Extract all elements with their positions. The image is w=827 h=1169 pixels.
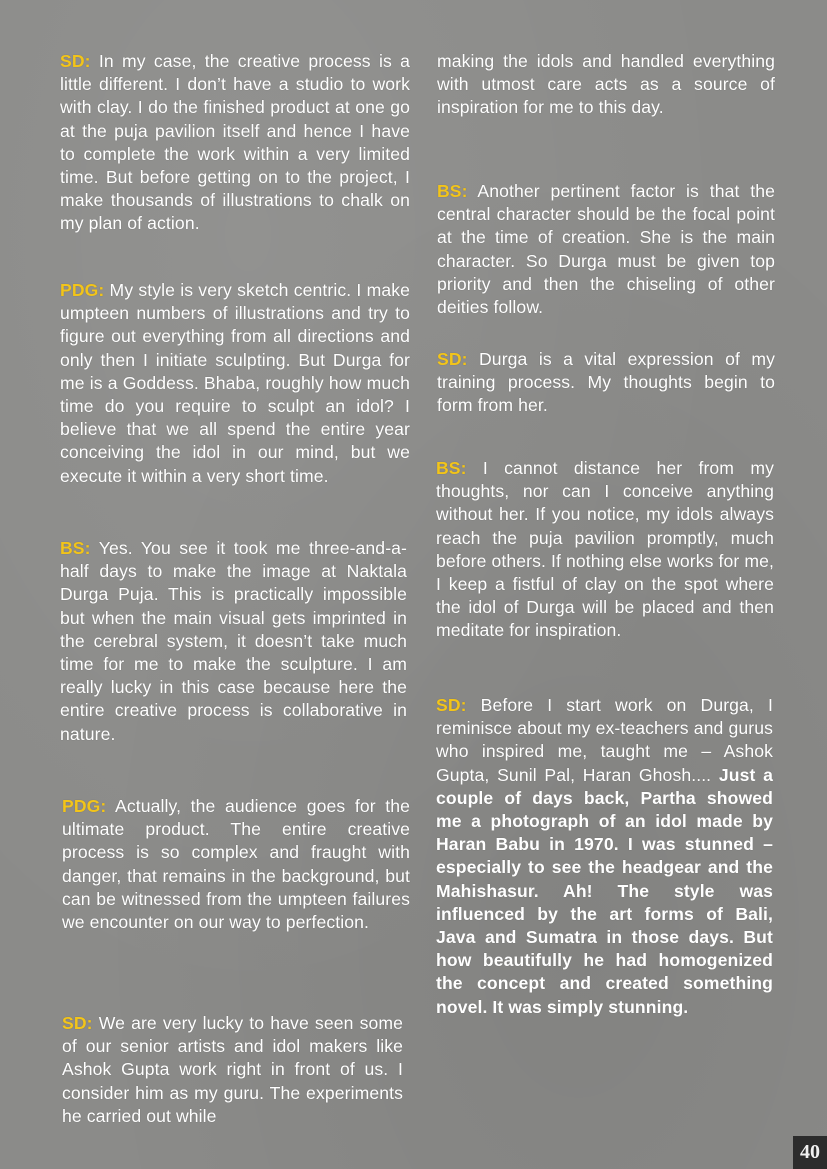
paragraph-text: In my case, the creative process is a little different. I don’t have a studio to work with clay. I do the finished product at one go at the puja pavilion itself and hence I have to complete the work within a very limited time. But before getting on to the project, I make thousands of illustrations to chalk on my plan of action. [60,51,410,234]
paragraph-text: Actually, the audience goes for the ultimate product. The entire creative process is so complex and fraught with danger, that remains in the background, but can be witnessed from the umpteen failures we encounter on our way to perfection. [62,796,410,933]
paragraph-sd-1 [60,50,410,236]
paragraph-text: Another pertinent factor is that the central character should be the focal point at the time of creation. She is the main character. So Durga must be given top priority and then the chiseling of other deities follow. [437,181,775,318]
speaker-label: BS: [60,538,91,558]
paragraph-continuation [437,50,775,120]
speaker-label: BS: [436,458,467,478]
paragraph-sd-3 [437,348,775,418]
paragraph-text: My style is very sketch centric. I make umpteen numbers of illustrations and try to figure out everything from all directions and only then I initiate sculpting. But Durga for me is a Goddess. Bhaba, roughly how much time do you require to sculpt an idol? I believe that we all spend the entire year conceiving the idol in our mind, but we execute it within a very short time. [60,280,410,486]
paragraph-text: Before I start work on Durga, I reminisce about my ex-teachers and gurus who inspired me, taught me – Ashok Gupta, Sunil Pal, Haran Ghosh.... [436,695,773,785]
paragraph-text: We are very lucky to have seen some of our senior artists and idol makers like Ashok Gupta work right in front of us. I consider him as my guru. The experiments he carried out while [62,1013,403,1126]
paragraph-sd-4 [436,694,773,1019]
paragraph-pdg-2 [62,795,410,934]
speaker-label: PDG: [60,280,105,300]
paragraph-bs-2 [437,180,775,319]
paragraph-text: Yes. You see it took me three-and-a-half days to make the image at Naktala Durga Puja. This is practically impossible but when the main visual gets imprinted in the cerebral system, it doesn’t take much time for me to make the sculpture. I am really lucky in this case because here the entire creative process is collaborative in nature. [60,538,407,744]
page-number: 40 [793,1136,827,1169]
speaker-label: SD: [62,1013,93,1033]
speaker-label: SD: [437,349,468,369]
speaker-label: SD: [436,695,467,715]
paragraph-bs-1 [60,537,407,746]
paragraph-text: Durga is a vital expression of my training process. My thoughts begin to form from her. [437,349,775,416]
speaker-label: SD: [60,51,91,71]
paragraph-pdg-1 [60,279,410,488]
paragraph-text: I cannot distance her from my thoughts, nor can I conceive anything without her. If you notice, my idols always reach the puja pavilion promptly, much before others. If nothing else works for me, I keep a fistful of clay on the spot where the idol of Durga will be placed and then meditate for inspiration. [436,458,774,641]
speaker-label: BS: [437,181,468,201]
paragraph-text: making the idols and handled everything with utmost care acts as a source of inspiration for me to this day. [437,51,775,118]
paragraph-sd-2 [62,1012,403,1128]
paragraph-bs-3 [436,457,774,643]
paragraph-bold-text: Just a couple of days back, Partha showed me a photograph of an idol made by Haran Babu in 1970. I was stunned – especially to see the headgear and the Mahishasur. Ah! The style was influenced by the art forms of Bali, Java and Sumatra in those days. But how beautifully he had homogenized the concept and created something novel. It was simply stunning. [436,764,773,1017]
speaker-label: PDG: [62,796,107,816]
